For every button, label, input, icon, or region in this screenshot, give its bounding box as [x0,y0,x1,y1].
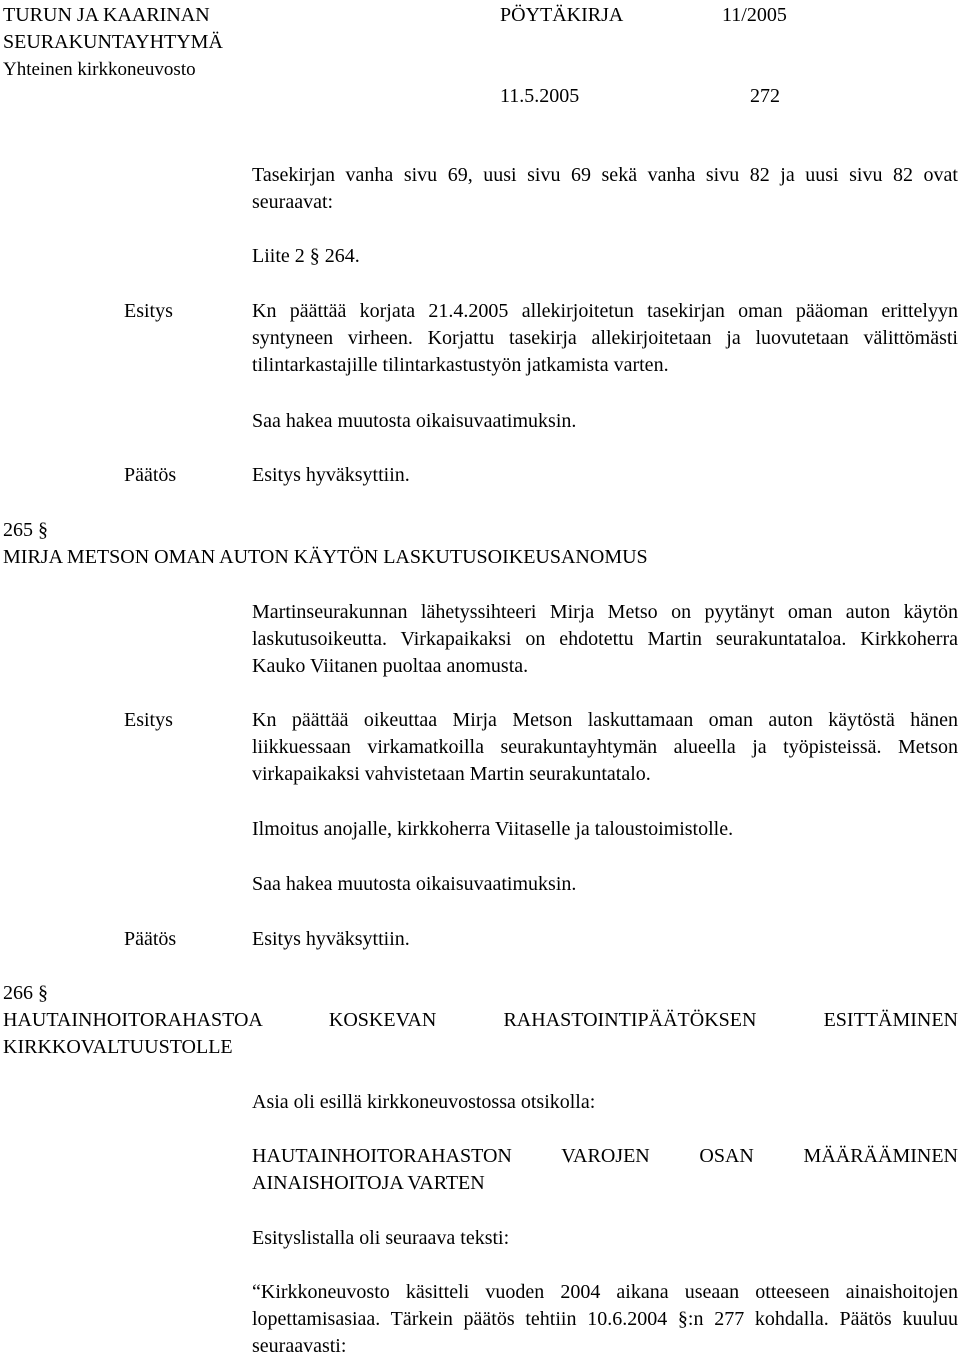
section-number: 266 § [3,982,48,1004]
agenda-title-continued: AINAISHOITOJA VARTEN [252,1172,485,1194]
document-number: 11/2005 [722,4,787,26]
quoted-text: “Kirkkoneuvosto käsitteli vuoden 2004 aikana useaan otteeseen ainaishoitojen lopettamisasiaa. Tärkein päätös tehtiin 10.6.2004 §:n 277 kohdalla. Päätös kuuluu seuraavasti: [252,1281,958,1357]
appeal-notice: Saa hakea muutosta oikaisuvaatimuksin. [252,873,577,895]
paatos-text: Esitys hyväksyttiin. [252,464,410,486]
document-type: PÖYTÄKIRJA [500,4,624,26]
section-description: Martinseurakunnan lähetyssihteeri Mirja Metso on pyytänyt oman auton käytön laskutusoikeutta. Virkapaikaksi on ehdotettu Martin seurakuntataloa. Kirkkoherra Kauko Viitanen puoltaa anomusta. [252,601,958,677]
section-intro: Asia oli esillä kirkkoneuvostossa otsikolla: [252,1091,596,1113]
section-title: HAUTAINHOITORAHASTOA KOSKEVAN RAHASTOINTIPÄÄTÖKSEN ESITTÄMINEN [3,1009,958,1031]
section-title-continued: KIRKKOVALTUUSTOLLE [3,1036,233,1058]
page-number: 272 [750,85,780,107]
intro-paragraph: Tasekirjan vanha sivu 69, uusi sivu 69 sekä vanha sivu 82 ja uusi sivu 82 ovat seuraavat: [252,164,958,213]
section-title: MIRJA METSON OMAN AUTON KÄYTÖN LASKUTUSOIKEUSANOMUS [3,546,648,568]
agenda-title: HAUTAINHOITORAHASTON VAROJEN OSAN MÄÄRÄÄMINEN [252,1145,958,1167]
esitys-label: Esitys [124,300,173,322]
organization-unit: SEURAKUNTAYHTYMÄ [3,31,223,53]
organization-body: Yhteinen kirkkoneuvosto [3,59,196,80]
document-date: 11.5.2005 [500,85,580,107]
esitys-label: Esitys [124,709,173,731]
notice-text: Ilmoitus anojalle, kirkkoherra Viitaselle ja taloustoimistolle. [252,818,734,840]
paatos-label: Päätös [124,928,177,950]
esitys-text: Kn päättää oikeuttaa Mirja Metson laskuttamaan oman auton käytöstä hänen liikkuessaan virkamatkoilla seurakuntayhtymän alueella ja työpisteissä. Metson virkapaikaksi vahvistetaan Martin seurakuntatalo. [252,709,958,785]
organization-name: TURUN JA KAARINAN [3,4,210,26]
attachment-reference: Liite 2 § 264. [252,245,360,267]
section-number: 265 § [3,519,48,541]
paatos-text: Esitys hyväksyttiin. [252,928,410,950]
agenda-intro: Esityslistalla oli seuraava teksti: [252,1227,510,1249]
esitys-text: Kn päättää korjata 21.4.2005 allekirjoitetun tasekirjan oman pääoman erittelyyn syntyneen virheen. Korjattu tasekirja allekirjoitetaan ja luovutetaan välittömästi tilintarkastajille tilintarkastustyön jatkamista varten. [252,300,958,376]
appeal-notice: Saa hakea muutosta oikaisuvaatimuksin. [252,410,577,432]
paatos-label: Päätös [124,464,177,486]
